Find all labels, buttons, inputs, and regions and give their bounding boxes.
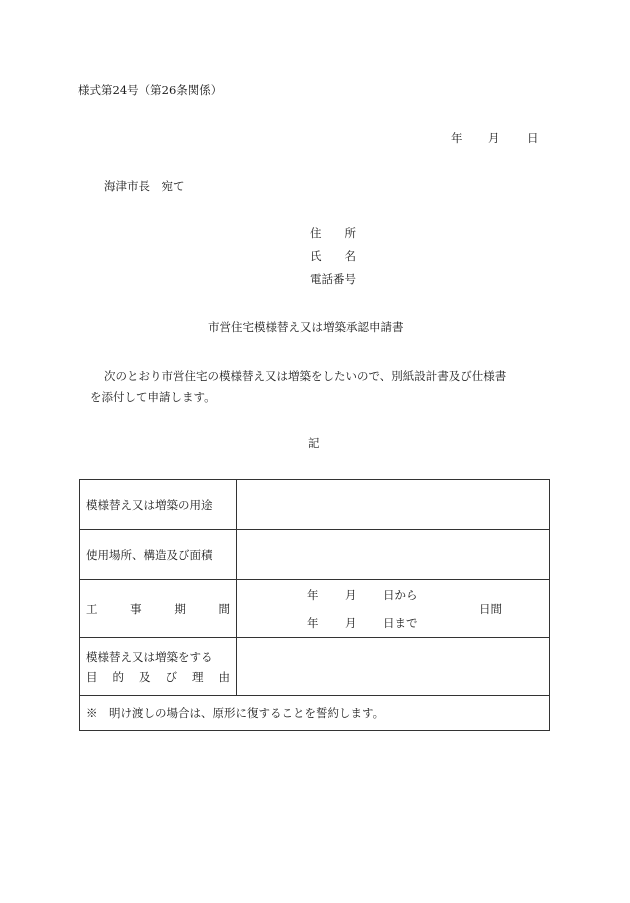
reason-char: 及: [139, 669, 151, 684]
location-field[interactable]: [237, 530, 550, 580]
end-month: 月: [345, 616, 357, 630]
table-row: [80, 638, 550, 696]
reason-char: び: [165, 669, 177, 684]
application-table: [79, 479, 550, 731]
table-row: [80, 696, 550, 731]
application-date: [451, 131, 539, 145]
date-day: 日: [527, 131, 539, 145]
reason-char: 由: [218, 669, 230, 684]
reason-label-line1: 模様替え又は増築をする: [86, 649, 213, 664]
start-day: 日から: [383, 588, 418, 602]
body-line-1: 次のとおり市営住宅の模様替え又は増築をしたいので、別紙設計書及び仕様書: [104, 369, 507, 383]
location-label: 使用場所、構造及び面積: [80, 530, 237, 580]
construction-period-label: [80, 580, 237, 638]
table-row: [80, 580, 550, 638]
period-char: 間: [218, 601, 230, 616]
date-month: 月: [488, 131, 500, 145]
applicant-phone-label: 電話番号: [310, 272, 356, 286]
note-text: ※ 明け渡しの場合は、原形に復することを誓約します。: [80, 696, 550, 731]
applicant-name-label: 氏 名: [310, 249, 356, 263]
date-year: 年: [451, 131, 463, 145]
applicant-block: [310, 226, 356, 295]
body-text: [90, 366, 560, 408]
reason-field[interactable]: [237, 638, 550, 696]
reason-label: [80, 638, 237, 696]
start-month: 月: [345, 588, 357, 602]
end-year: 年: [307, 616, 319, 630]
reason-char: 理: [192, 669, 204, 684]
applicant-address-label: 住 所: [310, 226, 356, 240]
start-year: 年: [307, 588, 319, 602]
body-line-2: を添付して申請します。: [90, 390, 216, 404]
construction-period-field[interactable]: [237, 580, 550, 638]
table-row: [80, 530, 550, 580]
addressee: 海津市長 宛て: [104, 179, 185, 193]
document-title: 市営住宅模様替え又は増築承認申請書: [208, 320, 404, 334]
reason-char: 目: [86, 669, 98, 684]
period-days: 日間: [479, 602, 502, 616]
table-row: [80, 480, 550, 530]
reason-char: 的: [112, 669, 124, 684]
period-char: 期: [174, 601, 186, 616]
period-char: 事: [130, 601, 142, 616]
purpose-label: 模様替え又は増築の用途: [80, 480, 237, 530]
form-number-label: 様式第24号（第26条関係）: [78, 83, 223, 97]
ki-heading: 記: [308, 436, 320, 450]
purpose-field[interactable]: [237, 480, 550, 530]
period-char: 工: [86, 601, 98, 616]
end-day: 日まで: [383, 616, 418, 630]
